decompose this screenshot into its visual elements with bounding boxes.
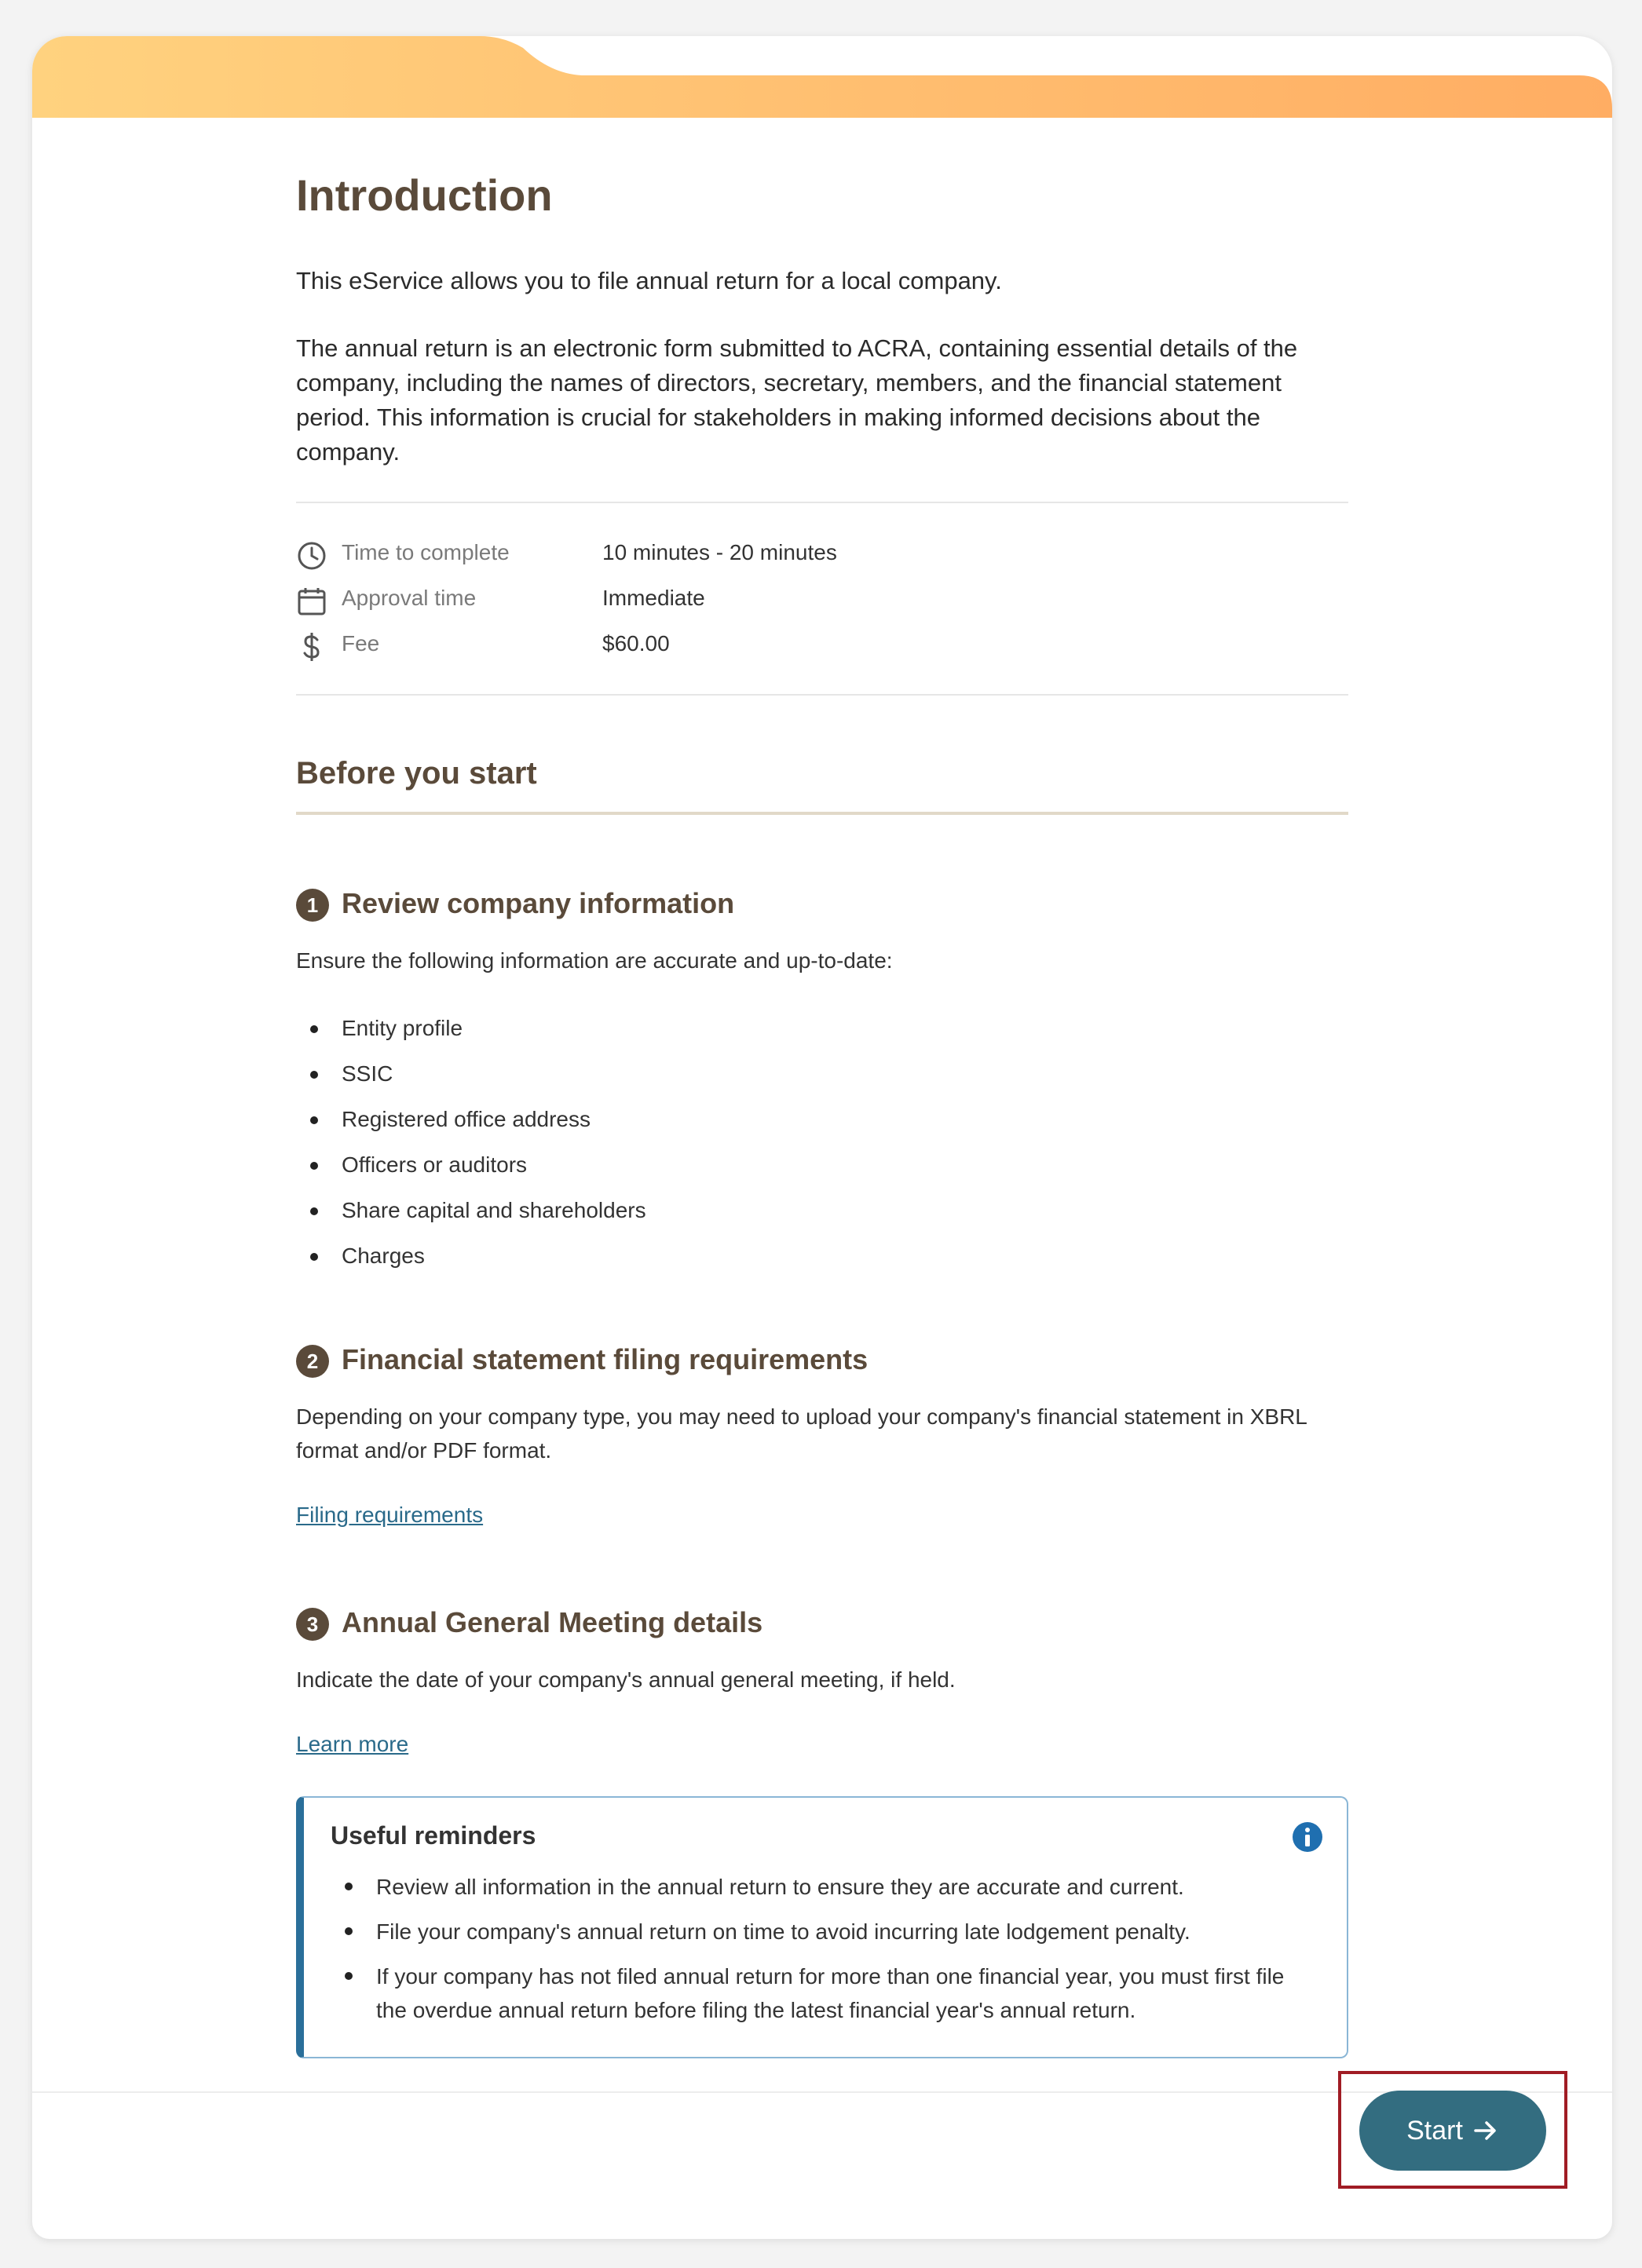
reminders-title: Useful reminders bbox=[331, 1821, 536, 1850]
meta-time-to-complete bbox=[296, 537, 1348, 572]
intro-paragraph-2: The annual return is an electronic form submitted to ACRA, containing essential details of the company, including the names of directors, secretary, members, and the financial statement period. This information is crucial for stakeholders in making informed decisions about the company. bbox=[296, 334, 1298, 466]
step-number-badge: 3 bbox=[296, 1608, 329, 1641]
main-card bbox=[32, 36, 1612, 2239]
clock-icon bbox=[296, 540, 327, 572]
calendar-icon bbox=[296, 586, 327, 617]
info-icon bbox=[1292, 1821, 1323, 1853]
step-1-description: Ensure the following information are accurate and up-to-date: bbox=[296, 948, 893, 973]
arrow-right-icon bbox=[1472, 2117, 1499, 2144]
filing-requirements-link[interactable]: Filing requirements bbox=[296, 1503, 484, 1527]
step-number-badge: 2 bbox=[296, 1345, 329, 1378]
before-you-start-heading: Before you start bbox=[296, 756, 537, 791]
step-title: Review company information bbox=[342, 887, 735, 919]
step-2-header bbox=[296, 1342, 1348, 1381]
page-title: Introduction bbox=[296, 170, 553, 220]
header-banner bbox=[32, 36, 1612, 118]
list-item: Entity profile bbox=[296, 1013, 646, 1058]
meta-fee bbox=[296, 628, 1348, 663]
step-title: Financial statement filing requirements bbox=[342, 1343, 869, 1375]
intro-paragraph-1: This eService allows you to file annual return for a local company. bbox=[296, 267, 1002, 294]
list-item: Officers or auditors bbox=[296, 1149, 646, 1195]
step-3-description: Indicate the date of your company's annual general meeting, if held. bbox=[296, 1667, 956, 1692]
dollar-icon bbox=[296, 631, 327, 663]
meta-label: Fee bbox=[342, 631, 380, 656]
divider bbox=[296, 502, 1348, 503]
list-item: Review all information in the annual return to ensure they are accurate and current. bbox=[331, 1870, 1312, 1904]
meta-value: 10 minutes - 20 minutes bbox=[602, 540, 837, 564]
meta-value: $60.00 bbox=[602, 631, 670, 656]
step-1-header bbox=[296, 886, 1348, 925]
learn-more-link[interactable]: Learn more bbox=[296, 1732, 409, 1756]
list-item: File your company's annual return on time to avoid incurring late lodgement penalty. bbox=[331, 1915, 1312, 1948]
divider bbox=[296, 694, 1348, 696]
meta-approval-time bbox=[296, 583, 1348, 617]
start-button[interactable] bbox=[1359, 2091, 1546, 2171]
list-item: Registered office address bbox=[296, 1104, 646, 1149]
useful-reminders-panel bbox=[296, 1796, 1348, 2058]
step-number-badge: 1 bbox=[296, 889, 329, 922]
list-item: If your company has not filed annual return for more than one financial year, you must first file the overdue annual return before filing the latest financial year's annual return. bbox=[331, 1959, 1312, 2027]
list-item: SSIC bbox=[296, 1058, 646, 1104]
list-item: Charges bbox=[296, 1240, 646, 1286]
step-2-description: Depending on your company type, you may need to upload your company's financial statement in XBRL format and/or PDF format. bbox=[296, 1404, 1307, 1463]
meta-label: Approval time bbox=[342, 586, 477, 610]
step-3-header bbox=[296, 1605, 1348, 1644]
list-item: Share capital and shareholders bbox=[296, 1195, 646, 1240]
meta-label: Time to complete bbox=[342, 540, 510, 564]
start-button-label: Start bbox=[1406, 2115, 1463, 2146]
company-info-list bbox=[296, 1013, 646, 1286]
meta-value: Immediate bbox=[602, 586, 705, 610]
heading-underline bbox=[296, 812, 1348, 815]
reminders-list bbox=[331, 1870, 1312, 2038]
step-title: Annual General Meeting details bbox=[342, 1606, 763, 1638]
